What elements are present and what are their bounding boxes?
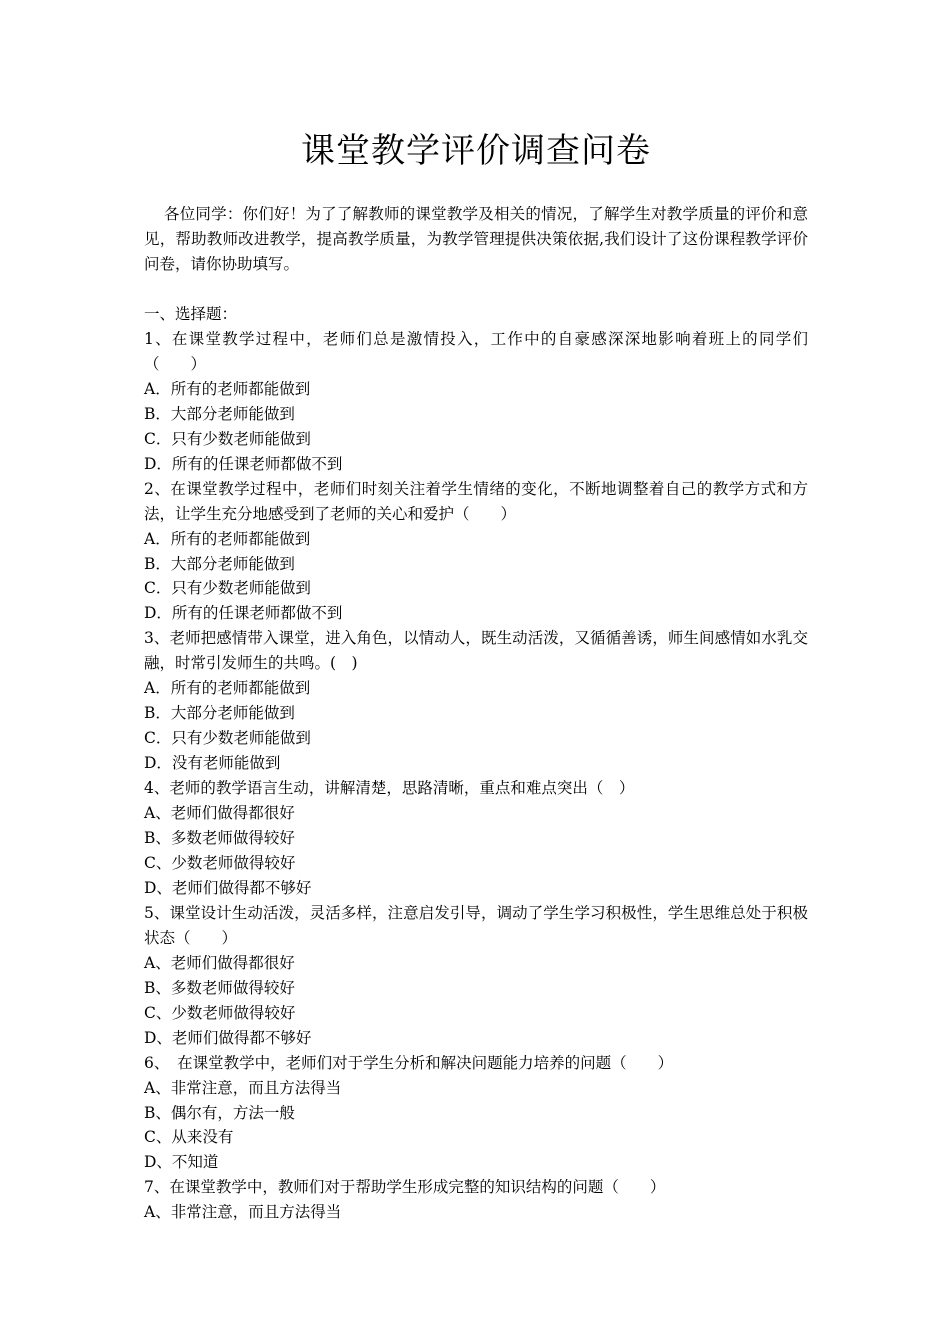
intro-paragraph: 各位同学：你们好！为了了解教师的课堂教学及相关的情况，了解学生对教学质量的评价和意见，帮助教师改进教学，提高教学质量，为教学管理提供决策依据,我们设计了这份课程教学评价问卷，请你协助填写。 — [144, 205, 808, 273]
answer-option: A．所有的老师都能做到 — [144, 679, 311, 698]
answer-option: B．大部分老师能做到 — [144, 404, 295, 423]
answer-option: B、多数老师做得较好 — [144, 978, 295, 997]
answer-option: B、偶尔有，方法一般 — [144, 1103, 295, 1122]
answer-option: C、少数老师做得较好 — [144, 1003, 296, 1022]
answer-option: A、非常注意，而且方法得当 — [144, 1203, 342, 1222]
section-heading: 一、选择题： — [144, 305, 238, 323]
question-text: 2、在课堂教学过程中，老师们时刻关注着学生情绪的变化，不断地调整着自己的教学方式和方法，让学生充分地感受到了老师的关心和爱护（ ） — [144, 479, 808, 523]
answer-option: C．只有少数老师能做到 — [144, 429, 311, 448]
answer-option: C、少数老师做得较好 — [144, 853, 296, 872]
answer-option: D．没有老师能做到 — [144, 754, 281, 773]
answer-option: C．只有少数老师能做到 — [144, 579, 311, 598]
question-text: 7、在课堂教学中，教师们对于帮助学生形成完整的知识结构的问题（ ） — [144, 1178, 666, 1197]
answer-option: C．只有少数老师能做到 — [144, 729, 311, 748]
answer-option: C、从来没有 — [144, 1128, 234, 1147]
document-title: 课堂教学评价调查问卷 — [301, 131, 651, 171]
answer-option: A．所有的老师都能做到 — [144, 379, 311, 398]
answer-option: A、老师们做得都很好 — [144, 953, 295, 972]
answer-option: B．大部分老师能做到 — [144, 704, 295, 723]
answer-option: D．所有的任课老师都做不到 — [144, 454, 343, 473]
answer-option: D．所有的任课老师都做不到 — [144, 604, 343, 623]
question-text: 1、在课堂教学过程中，老师们总是激情投入，工作中的自豪感深深地影响着班上的同学们（ ） — [144, 329, 808, 373]
answer-option: D、老师们做得都不够好 — [144, 878, 312, 897]
answer-option: A、非常注意，而且方法得当 — [144, 1078, 342, 1097]
answer-option: D、不知道 — [144, 1153, 219, 1172]
questionnaire-body — [144, 302, 808, 1225]
question-text: 3、老师把感情带入课堂，进入角色，以情动人，既生动活泼，又循循善诱，师生间感情如水乳交融，时常引发师生的共鸣。( ) — [144, 629, 808, 673]
question-text: 5、课堂设计生动活泼，灵活多样，注意启发引导，调动了学生学习积极性，学生思维总处于积极状态（ ） — [144, 903, 808, 947]
answer-option: A．所有的老师都能做到 — [144, 529, 311, 548]
answer-option: B、多数老师做得较好 — [144, 829, 295, 848]
answer-option: A、老师们做得都很好 — [144, 804, 295, 823]
answer-option: D、老师们做得都不够好 — [144, 1028, 312, 1047]
question-text: 6、 在课堂教学中，老师们对于学生分析和解决问题能力培养的问题（ ） — [144, 1053, 674, 1072]
answer-option: B．大部分老师能做到 — [144, 554, 295, 573]
question-text: 4、老师的教学语言生动，讲解清楚，思路清晰，重点和难点突出（ ） — [144, 779, 635, 798]
